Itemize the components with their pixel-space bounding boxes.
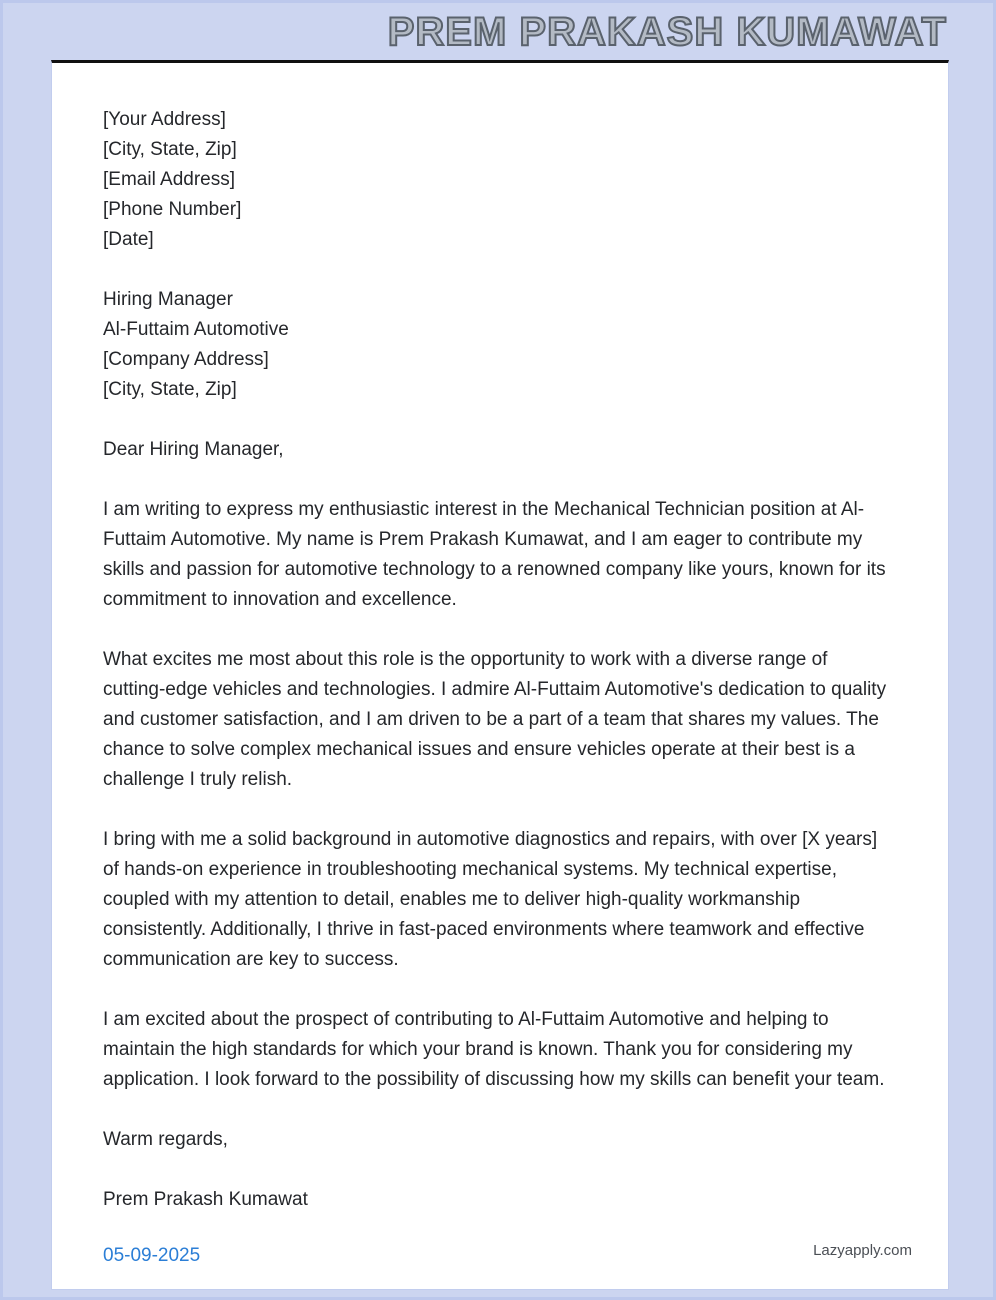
recipient-address-line: [City, State, Zip] <box>103 379 237 400</box>
sender-address-line: [Email Address] <box>103 169 235 190</box>
lazyapply-watermark: Lazyapply.com <box>813 1242 912 1259</box>
recipient-address-block <box>103 285 890 405</box>
closing: Warm regards, <box>103 1129 228 1150</box>
letterhead-name: PREM PRAKASH KUMAWAT <box>387 10 947 54</box>
body-paragraph: I am excited about the prospect of contributing to Al-Futtaim Automotive and helping to maintain the high standards for which your brand is known. Thank you for considering my application. I look forward to the possibility of discussing how my skills can benefit your team. <box>103 1009 885 1090</box>
sender-address-line: [City, State, Zip] <box>103 139 237 160</box>
sender-address-block <box>103 105 890 255</box>
recipient-address-line: Hiring Manager <box>103 289 233 310</box>
body-paragraph: I bring with me a solid background in automotive diagnostics and repairs, with over [X years] of hands-on experience in troubleshooting mechanical systems. My technical expertise, coupled with my attention to detail, enables me to deliver high-quality workmanship consistently. Additionally, I thrive in fast-paced environments where teamwork and effective communication are key to success. <box>103 829 878 970</box>
letterhead <box>3 3 996 60</box>
recipient-address-line: Al-Futtaim Automotive <box>103 319 289 340</box>
letter-page <box>51 60 949 1290</box>
body-paragraph: What excites me most about this role is the opportunity to work with a diverse range of cutting-edge vehicles and technologies. I admire Al-Futtaim Automotive's dedication to quality and customer satisfaction, and I am driven to be a part of a team that shares my values. The chance to solve complex mechanical issues and ensure vehicles operate at their best is a challenge I truly relish. <box>103 649 887 790</box>
recipient-address-line: [Company Address] <box>103 349 269 370</box>
sender-address-line: [Date] <box>103 229 154 250</box>
letter-date: 05-09-2025 <box>103 1245 201 1266</box>
sender-address-line: [Your Address] <box>103 109 226 130</box>
sender-address-line: [Phone Number] <box>103 199 242 220</box>
salutation: Dear Hiring Manager, <box>103 439 284 460</box>
body-paragraph: I am writing to express my enthusiastic interest in the Mechanical Technician position at Al-Futtaim Automotive. My name is Prem Prakash Kumawat, and I am eager to contribute my skills and passion for automotive technology to a renowned company like yours, known for its commitment to innovation and excellence. <box>103 499 886 610</box>
signature-name: Prem Prakash Kumawat <box>103 1189 308 1210</box>
